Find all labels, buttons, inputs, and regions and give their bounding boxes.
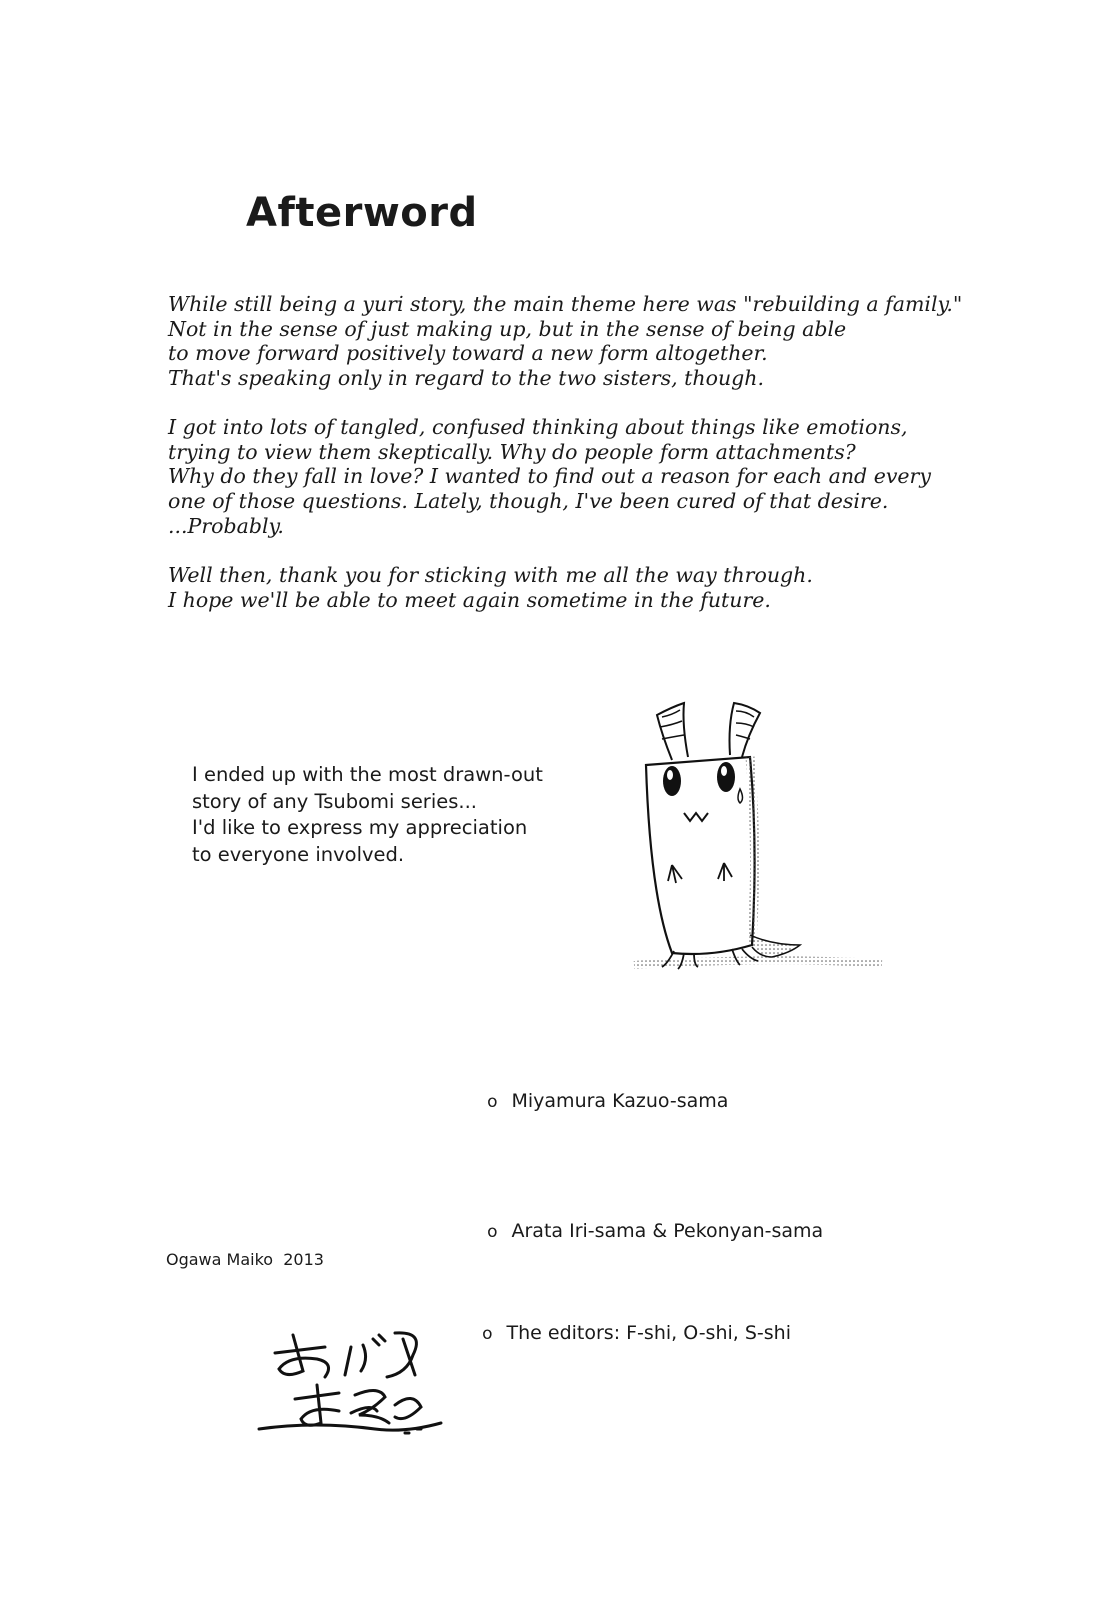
- bullet-icon: o: [487, 1092, 498, 1112]
- thanks-item-1: [475, 1068, 728, 1112]
- thanks-text: Miyamura Kazuo-sama: [511, 1090, 729, 1112]
- paragraph-1: While still being a yuri story, the main theme here was "rebuilding a family." Not in the sense of just making up, but in the sense of being able to move forward positively toward a new form altogether. That's speaking only in regard to the two sisters, though.: [168, 292, 963, 391]
- bullet-icon: o: [482, 1324, 493, 1344]
- mascot-illustration: [632, 695, 887, 980]
- signature-illustration: [255, 1325, 445, 1440]
- paragraph-2: I got into lots of tangled, confused thinking about things like emotions, trying to view them skeptically. Why do people form attachments? Why do they fall in love? I wanted to find out a reason for each and every one of those questions. Lately, though, I've been cured of that desire. ...Probably.: [168, 415, 931, 538]
- afterword-title: Afterword: [246, 190, 478, 236]
- thanks-text: Arata Iri-sama & Pekonyan-sama: [511, 1220, 824, 1242]
- thanks-text: The editors: F-shi, O-shi, S-shi: [506, 1322, 791, 1344]
- author-note: I ended up with the most drawn-out story of any Tsubomi series... I'd like to express my appreciation to everyone involved.: [192, 763, 543, 867]
- paragraph-3: Well then, thank you for sticking with me all the way through. I hope we'll be able to meet again sometime in the future.: [168, 563, 813, 612]
- author-credit: Ogawa Maiko 2013: [166, 1250, 324, 1269]
- thanks-item-2: [475, 1198, 823, 1242]
- thanks-item-3: [470, 1300, 791, 1344]
- bullet-icon: o: [487, 1222, 498, 1242]
